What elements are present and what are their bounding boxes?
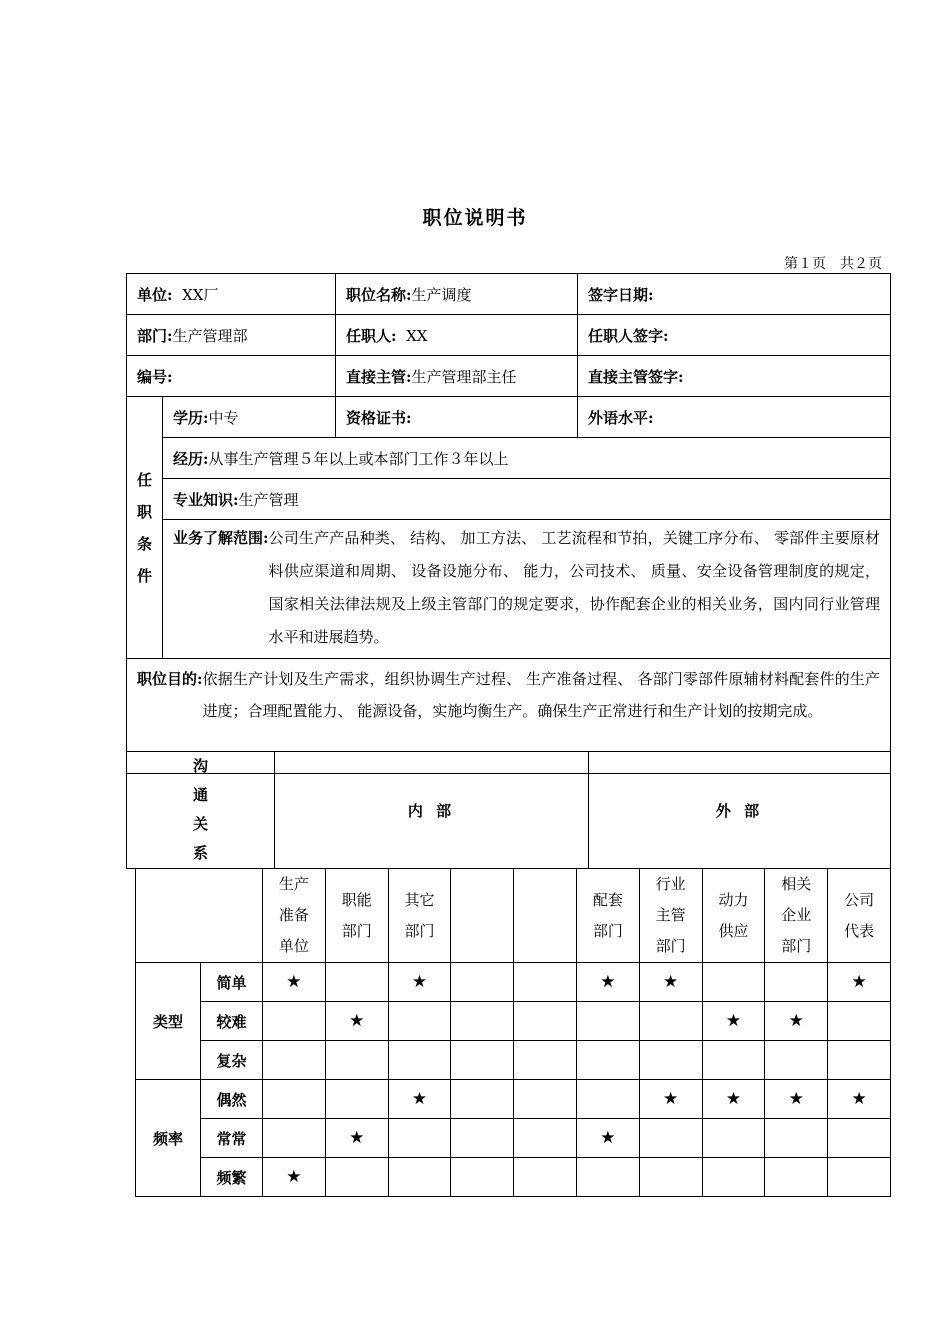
internal-header: 内 部 [275, 752, 589, 869]
star-mark-cell [388, 963, 451, 1002]
column-header-line: 职能 [341, 890, 372, 909]
star-icon: ★ [788, 1089, 804, 1109]
row-label: 偶然 [201, 1080, 263, 1119]
empty-cell [451, 1041, 514, 1080]
number-cell [127, 356, 336, 397]
column-header-line: 部门 [655, 937, 686, 955]
empty-cell [765, 963, 828, 1002]
holder-sign-label: 任职人签字: [588, 326, 669, 345]
star-mark-cell [576, 963, 639, 1002]
column-header [828, 869, 891, 963]
column-header [451, 869, 514, 963]
star-icon: ★ [725, 1011, 742, 1031]
empty-cell [639, 1158, 702, 1197]
column-header [325, 869, 388, 963]
row-label: 简单 [201, 963, 263, 1002]
page-current: 第１页 [784, 256, 826, 272]
column-header-line: 企业 [781, 906, 812, 924]
sign-date-label: 签字日期: [588, 285, 654, 304]
holder-value: XX [406, 326, 428, 345]
star-mark-cell [263, 963, 326, 1002]
unit-cell [127, 274, 336, 315]
empty-cell [388, 1158, 451, 1197]
column-header-line: 配套 [592, 890, 623, 909]
external-header: 外 部 [589, 752, 891, 869]
grid-row [136, 1119, 891, 1158]
holder-label: 任职人: [346, 326, 397, 345]
column-header-line: 部门 [781, 937, 812, 955]
star-icon: ★ [600, 1128, 616, 1148]
language-label: 外语水平: [588, 408, 654, 427]
grid-row [136, 1080, 891, 1119]
column-header [263, 869, 326, 963]
number-label: 编号: [137, 367, 173, 386]
empty-cell [828, 1041, 891, 1080]
empty-cell [702, 1119, 765, 1158]
column-header-line: 行业 [655, 875, 686, 893]
empty-cell [388, 1002, 451, 1041]
dept-cell [127, 315, 336, 356]
knowledge-cell [163, 479, 891, 520]
star-icon: ★ [725, 1089, 742, 1109]
column-header-line: 单位 [278, 937, 309, 955]
empty-cell [576, 1158, 639, 1197]
position-label: 职位名称: [346, 285, 412, 304]
empty-cell [576, 1041, 639, 1080]
star-mark-cell [828, 1080, 891, 1119]
scope-label: 业务了解范围: [173, 529, 269, 547]
position-value: 生产调度 [411, 285, 472, 304]
star-icon: ★ [411, 972, 428, 992]
star-icon: ★ [349, 1128, 365, 1148]
row-label: 频繁 [201, 1158, 263, 1197]
empty-cell [514, 963, 577, 1002]
empty-cell [451, 1119, 514, 1158]
row-label: 较难 [201, 1002, 263, 1041]
star-mark-cell [576, 1119, 639, 1158]
column-header-line: 部门 [592, 921, 623, 940]
column-header-line: 动力 [718, 890, 749, 909]
supervisor-sign-cell [578, 356, 891, 397]
star-icon: ★ [663, 972, 679, 992]
star-mark-cell [765, 1080, 828, 1119]
empty-cell [702, 1041, 765, 1080]
unit-label: 单位: [137, 285, 173, 304]
row-label: 常常 [201, 1119, 263, 1158]
empty-cell [263, 1041, 326, 1080]
column-header-line: 相关 [781, 875, 812, 893]
empty-cell [451, 1158, 514, 1197]
star-icon: ★ [663, 1089, 679, 1109]
communication-grid [135, 868, 891, 1197]
empty-cell [702, 963, 765, 1002]
empty-cell [514, 1002, 577, 1041]
star-icon: ★ [851, 1089, 867, 1109]
row-label: 复杂 [201, 1041, 263, 1080]
grid-row [136, 1041, 891, 1080]
education-label: 学历: [173, 408, 209, 427]
group-label: 频率 [136, 1080, 201, 1197]
page-total: 共２页 [840, 256, 882, 272]
dept-label: 部门: [137, 326, 173, 345]
column-header-line: 主管 [655, 906, 686, 924]
star-icon: ★ [349, 1011, 365, 1031]
experience-label: 经历: [173, 449, 209, 468]
star-icon: ★ [411, 1089, 428, 1109]
communication-side-label: 沟 通 关 系 [127, 752, 275, 869]
grid-row [136, 1002, 891, 1041]
empty-cell [702, 1158, 765, 1197]
knowledge-value: 生产管理 [238, 490, 299, 509]
star-mark-cell [325, 1119, 388, 1158]
empty-cell [263, 1119, 326, 1158]
star-mark-cell [388, 1080, 451, 1119]
holder-sign-cell [578, 315, 891, 356]
column-header-line: 部门 [404, 921, 435, 940]
star-icon: ★ [600, 972, 616, 992]
column-header [576, 869, 639, 963]
empty-cell [828, 1158, 891, 1197]
empty-cell [639, 1041, 702, 1080]
column-header [765, 869, 828, 963]
star-mark-cell [828, 963, 891, 1002]
column-header [639, 869, 702, 963]
empty-cell [514, 1080, 577, 1119]
empty-cell [325, 1080, 388, 1119]
column-header-line: 其它 [404, 890, 435, 909]
knowledge-label: 专业知识: [173, 490, 239, 509]
empty-cell [576, 1002, 639, 1041]
certificate-label: 资格证书: [346, 408, 412, 427]
column-header-line: 准备 [278, 906, 309, 924]
position-cell [336, 274, 578, 315]
group-label: 类型 [136, 963, 201, 1080]
column-header-line: 生产 [278, 875, 309, 893]
empty-cell [514, 1041, 577, 1080]
communication-header-table [126, 751, 891, 869]
star-icon: ★ [788, 1011, 804, 1031]
column-header-line: 供应 [718, 921, 749, 940]
star-icon: ★ [286, 972, 302, 992]
empty-cell [263, 1002, 326, 1041]
grid-row [136, 963, 891, 1002]
empty-cell [451, 1002, 514, 1041]
experience-cell [163, 438, 891, 479]
language-cell [578, 397, 891, 438]
empty-cell [514, 1119, 577, 1158]
education-cell [163, 397, 336, 438]
supervisor-sign-label: 直接主管签字: [588, 367, 684, 386]
grid-corner-cell [136, 869, 263, 963]
star-mark-cell [702, 1080, 765, 1119]
empty-cell [325, 963, 388, 1002]
unit-value: XX厂 [182, 285, 219, 304]
holder-cell [336, 315, 578, 356]
empty-cell [388, 1041, 451, 1080]
empty-cell [388, 1119, 451, 1158]
column-header [514, 869, 577, 963]
empty-cell [325, 1041, 388, 1080]
grid-row [136, 1158, 891, 1197]
empty-cell [325, 1158, 388, 1197]
requirements-side-label: 任 职 条 件 [127, 397, 163, 659]
empty-cell [765, 1041, 828, 1080]
empty-cell [765, 1158, 828, 1197]
page-number [770, 253, 882, 273]
sign-date-cell [578, 274, 891, 315]
column-header [388, 869, 451, 963]
empty-cell [765, 1119, 828, 1158]
education-value: 中专 [208, 408, 239, 427]
star-mark-cell [639, 963, 702, 1002]
empty-cell [263, 1080, 326, 1119]
supervisor-label: 直接主管: [346, 367, 412, 386]
empty-cell [639, 1119, 702, 1158]
star-mark-cell [325, 1002, 388, 1041]
certificate-cell [336, 397, 578, 438]
star-mark-cell [263, 1158, 326, 1197]
empty-cell [828, 1119, 891, 1158]
scope-cell [163, 520, 891, 659]
scope-value: 公司生产产品种类、 结构、 加工方法、 工艺流程和节拍，关键工序分布、 零部件主要原材料供应渠道和周期、 设备设施分布、 能力，公司技术、 质量、安全设备管理制度的规定，国家相关法律法规及上级主管部门的规定要求，协作配套企业的相关业务，国内同行业管理水平和进展趋势。 [268, 529, 880, 646]
empty-cell [639, 1002, 702, 1041]
supervisor-value: 生产管理部主任 [411, 367, 517, 386]
empty-cell [451, 963, 514, 1002]
star-mark-cell [765, 1002, 828, 1041]
experience-value: 从事生产管理５年以上或本部门工作３年以上 [208, 449, 509, 468]
column-header [702, 869, 765, 963]
empty-cell [514, 1158, 577, 1197]
empty-cell [451, 1080, 514, 1119]
column-header-line: 部门 [341, 921, 372, 940]
empty-cell [576, 1080, 639, 1119]
document-title: 职位说明书 [422, 207, 528, 229]
dept-value: 生产管理部 [172, 326, 248, 345]
star-icon: ★ [286, 1167, 302, 1187]
job-info-table [126, 273, 891, 774]
empty-cell [828, 1002, 891, 1041]
column-header-line: 公司 [844, 890, 875, 909]
star-mark-cell [702, 1002, 765, 1041]
purpose-value: 依据生产计划及生产需求，组织协调生产过程、 生产准备过程、 各部门零部件原辅材料配套件的生产进度；合理配置能力、 能源设备，实施均衡生产。确保生产正常进行和生产计划的按期完成。 [202, 670, 880, 720]
purpose-label: 职位目的: [137, 670, 203, 688]
star-mark-cell [639, 1080, 702, 1119]
star-icon: ★ [851, 972, 867, 992]
column-header-line: 代表 [844, 921, 875, 940]
supervisor-cell [336, 356, 578, 397]
